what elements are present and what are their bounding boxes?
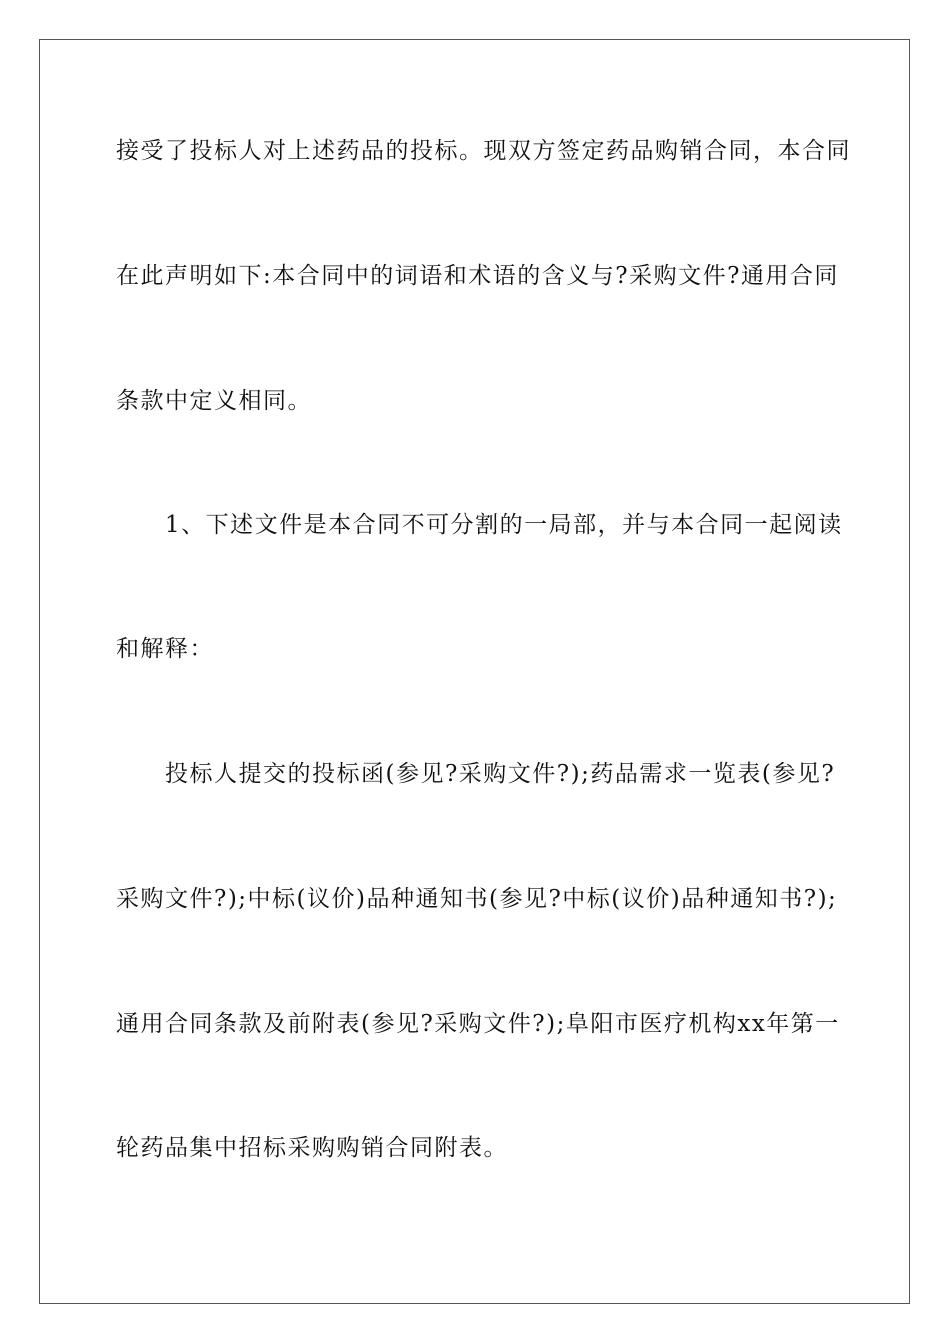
body-text-line: 在此声明如下:本合同中的词语和术语的含义与?采购文件?通用合同 xyxy=(116,263,839,289)
body-text-line: 和解释： xyxy=(116,636,214,662)
page-border xyxy=(39,39,910,1304)
body-text-line: 采购文件?);中标(议价)品种通知书(参见?中标(议价)品种通知书?); xyxy=(116,886,838,912)
paragraph-2-first-line: 投标人提交的投标函(参见?采购文件?);药品需求一览表(参见? xyxy=(165,761,836,787)
body-text-line: 条款中定义相同。 xyxy=(116,388,312,414)
body-text-line: 通用合同条款及前附表(参见?采购文件?);阜阳市医疗机构xx年第一 xyxy=(116,1011,840,1037)
paragraph-1-first-line: 1、下述文件是本合同不可分割的一局部，并与本合同一起阅读 xyxy=(165,512,843,538)
body-text-line: 轮药品集中招标采购购销合同附表。 xyxy=(116,1135,508,1161)
body-text-line: 接受了投标人对上述药品的投标。现双方签定药品购销合同，本合同 xyxy=(116,138,851,164)
